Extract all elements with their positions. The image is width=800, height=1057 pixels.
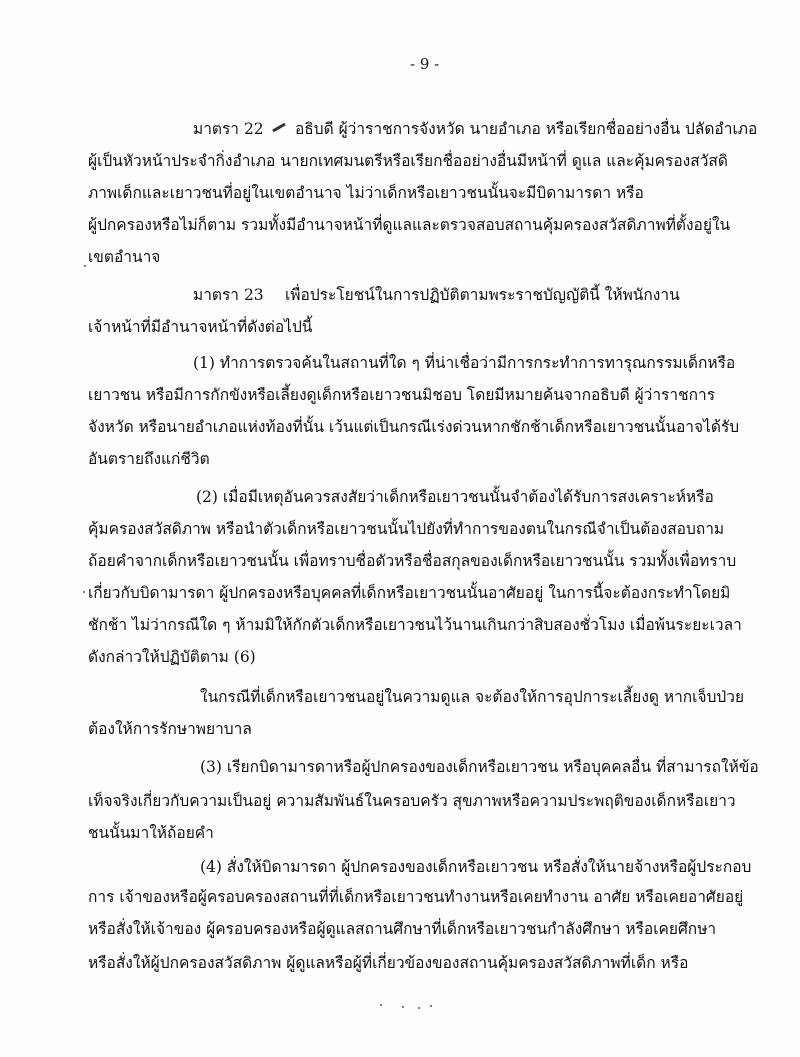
item-2-line: ถ้อยคำจากเด็กหรือเยาวชนนั้น เพื่อทราบชื่อตัวหรือชื่อสกุลของเด็กหรือเยาวชนนั้น รวมทั้งเพื่อทราบ bbox=[88, 552, 737, 570]
item-2-note-line: ต้องให้การรักษาพยาบาล bbox=[88, 720, 252, 738]
item-2-line: เกี่ยวกับบิดามารดา ผู้ปกครองหรือบุคคลที่เด็กหรือเยาวชนนั้นอาศัยอยู่ ในการนี้จะต้องกระทำโดยมิ bbox=[88, 584, 731, 602]
item-4-line: การ เจ้าของหรือผู้ครอบครองสถานที่ที่เด็กหรือเยาวชนทำงานหรือเคยทำงาน อาศัย หรือเคยอาศัยอยู่ bbox=[88, 888, 744, 906]
section-23-intro-line: เพื่อประโยชน์ในการปฏิบัติตามพระราชบัญญัตินี้ ให้พนักงาน bbox=[285, 286, 680, 304]
scan-speck bbox=[380, 1004, 382, 1006]
item-1-line: เยาวชน หรือมีการกักขังหรือเลี้ยงดูเด็กหรือเยาวชนมิชอบ โดยมีหมายค้นจากอธิบดี ผู้ว่าราชการ bbox=[88, 386, 716, 404]
scan-speck bbox=[84, 265, 86, 267]
section-23-intro-line: เจ้าหน้าที่มีอำนาจหน้าที่ดังต่อไปนี้ bbox=[88, 318, 313, 336]
scan-speck bbox=[402, 1006, 404, 1008]
item-3-line: (3) เรียกบิดามารดาหรือผู้ปกครองของเด็กหรือเยาวชน หรือบุคคลอื่น ที่สามารถให้ข้อ bbox=[200, 758, 759, 776]
section-22-line: อธิบดี ผู้ว่าราชการจังหวัด นายอำเภอ หรือเรียกชื่ออย่างอื่น ปลัดอำเภอ bbox=[295, 120, 758, 138]
item-2-line: คุ้มครองสวัสดิภาพ หรือนำตัวเด็กหรือเยาวชนนั้นไปยังที่ทำการของตนในกรณีจำเป็นต้องสอบถาม bbox=[88, 520, 725, 538]
item-2-line: (2) เมื่อมีเหตุอันควรสงสัยว่าเด็กหรือเยาวชนนั้นจำต้องได้รับการสงเคราะห์หรือ bbox=[196, 488, 714, 506]
item-2-note-line: ในกรณีที่เด็กหรือเยาวชนอยู่ในความดูแล จะต้องให้การอุปการะเลี้ยงดู หากเจ็บป่วย bbox=[200, 688, 745, 706]
item-2-line: ดังกล่าวให้ปฏิบัติตาม (6) bbox=[88, 648, 256, 666]
scan-speck bbox=[430, 1005, 432, 1007]
section-22-heading: มาตรา 22 bbox=[193, 120, 264, 138]
section-23-heading: มาตรา 23 bbox=[193, 286, 264, 304]
scan-speck bbox=[418, 1007, 420, 1009]
page-number: - 9 - bbox=[410, 55, 440, 73]
item-1-line: จังหวัด หรือนายอำเภอแห่งท้องที่นั้น เว้นแต่เป็นกรณีเร่งด่วนหากชักช้าเด็กหรือเยาวชนนั้นอาจได้รับ bbox=[88, 418, 740, 436]
item-1-line: อันตรายถึงแก่ชีวิต bbox=[88, 450, 210, 468]
item-3-line: เท็จจริงเกี่ยวกับความเป็นอยู่ ความสัมพันธ์ในครอบครัว สุขภาพหรือความประพฤติของเด็กหรือเยาว bbox=[88, 792, 736, 810]
scan-speck bbox=[83, 591, 85, 593]
scan-mark bbox=[272, 123, 286, 133]
section-22-line: ผู้เป็นหัวหน้าประจำกิ่งอำเภอ นายกเทศมนตรีหรือเรียกชื่ออย่างอื่นมีหน้าที่ ดูแล และคุ้มครองสวัสดิ bbox=[88, 152, 728, 170]
item-3-line: ชนนั้นมาให้ถ้อยคำ bbox=[88, 824, 214, 842]
section-22-line: ผู้ปกครองหรือไม่ก็ตาม รวมทั้งมีอำนาจหน้าที่ดูแลและตรวจสอบสถานคุ้มครองสวัสดิภาพที่ตั้งอยู่ใน bbox=[88, 216, 731, 234]
item-2-line: ชักช้า ไม่ว่ากรณีใด ๆ ห้ามมิให้กักตัวเด็กหรือเยาวชนไว้นานเกินกว่าสิบสองชั่วโมง เมื่อพ้นระยะเวลา bbox=[88, 616, 742, 634]
item-4-line: หรือสั่งให้เจ้าของ ผู้ครอบครองหรือผู้ดูแลสถานศึกษาที่เด็กหรือเยาวชนกำลังศึกษา หรือเคยศึกษา bbox=[88, 920, 717, 938]
item-1-line: (1) ทำการตรวจค้นในสถานที่ใด ๆ ที่น่าเชื่อว่ามีการกระทำการทารุณกรรมเด็กหรือ bbox=[193, 354, 736, 372]
item-4-line: หรือสั่งให้ผู้ปกครองสวัสดิภาพ ผู้ดูแลหรือผู้ที่เกี่ยวข้องของสถานคุ้มครองสวัสดิภาพที่เด็ก หรือ bbox=[88, 954, 689, 972]
item-4-line: (4) สั่งให้บิดามารดา ผู้ปกครองของเด็กหรือเยาวชน หรือสั่งให้นายจ้างหรือผู้ประกอบ bbox=[200, 858, 752, 876]
section-22-line: ภาพเด็กและเยาวชนที่อยู่ในเขตอำนาจ ไม่ว่าเด็กหรือเยาวชนนั้นจะมีบิดามารดา หรือ bbox=[88, 184, 644, 202]
section-22-line: เขตอำนาจ bbox=[88, 248, 161, 266]
